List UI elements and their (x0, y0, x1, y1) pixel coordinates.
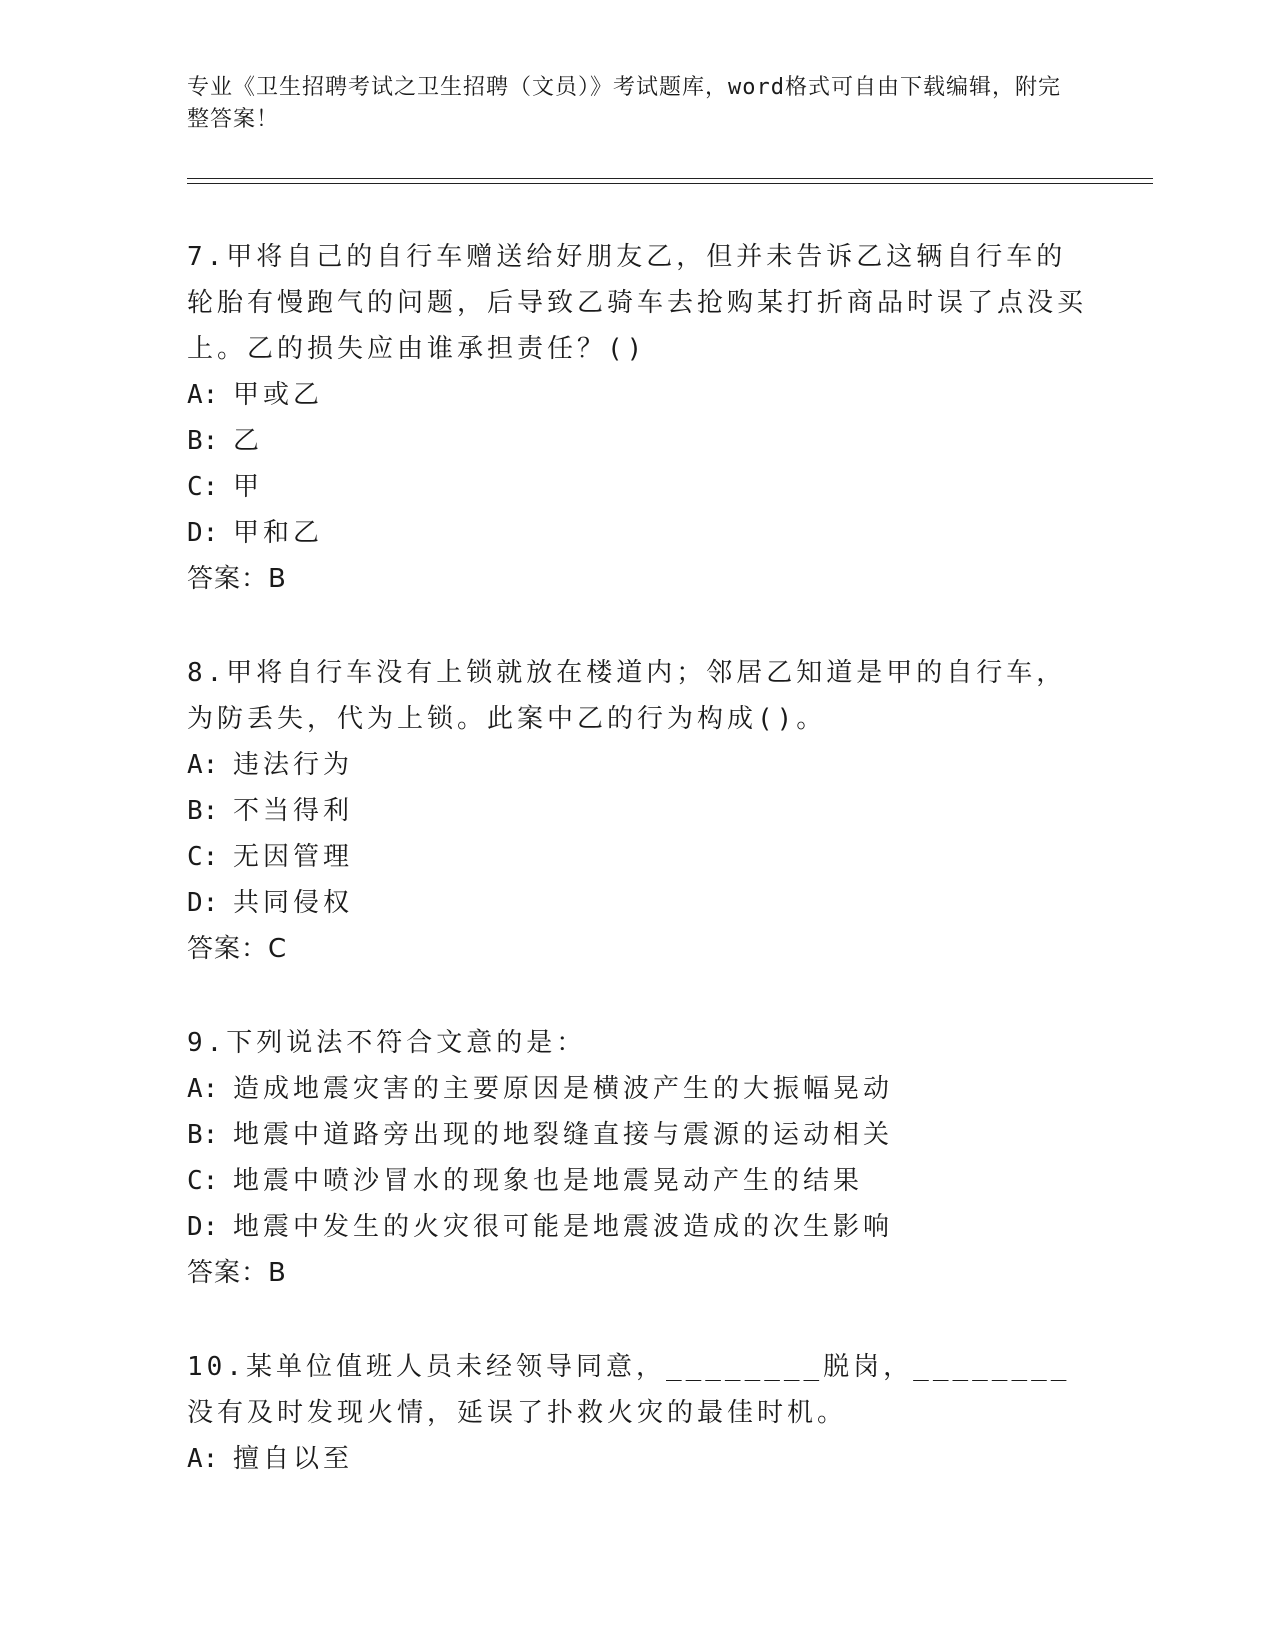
option-d (187, 1204, 1087, 1250)
option-d (187, 880, 1087, 926)
option-c (187, 834, 1087, 880)
option-c (187, 464, 1087, 510)
option-a (187, 1436, 1087, 1482)
option-letter: A: (187, 1444, 219, 1474)
question-stem: 7.甲将自己的自行车赠送给好朋友乙，但并未告诉乙这辆自行车的轮胎有慢跑气的问题，后导致乙骑车去抢购某打折商品时误了点没买上。乙的损失应由谁承担责任？() (187, 242, 1088, 364)
option-text: 甲和乙 (233, 518, 324, 548)
option-letter: D: (187, 518, 219, 548)
option-a (187, 372, 1087, 418)
question-stem: 9.下列说法不符合文意的是： (187, 1028, 587, 1058)
option-d (187, 510, 1087, 556)
option-text: 甲 (233, 472, 264, 502)
header-divider-top (187, 178, 1153, 179)
question-list (187, 234, 1087, 1530)
answer-line: 答案：B (187, 1258, 287, 1288)
option-text: 地震中发生的火灾很可能是地震波造成的次生影响 (233, 1212, 894, 1242)
option-c (187, 1158, 1087, 1204)
option-letter: D: (187, 1212, 219, 1242)
option-text: 无因管理 (233, 842, 354, 872)
option-a (187, 742, 1087, 788)
option-b (187, 418, 1087, 464)
option-letter: D: (187, 888, 219, 918)
option-letter: A: (187, 750, 219, 780)
option-letter: C: (187, 842, 219, 872)
option-b (187, 1112, 1087, 1158)
question-10 (187, 1344, 1087, 1482)
answer-line: 答案：B (187, 564, 287, 594)
option-letter: A: (187, 1074, 219, 1104)
option-text: 甲或乙 (233, 380, 324, 410)
option-letter: C: (187, 472, 219, 502)
question-7 (187, 234, 1087, 602)
question-8 (187, 650, 1087, 972)
option-letter: C: (187, 1166, 219, 1196)
answer-line: 答案：C (187, 934, 288, 964)
option-text: 违法行为 (233, 750, 354, 780)
header-divider-bottom (187, 183, 1153, 184)
option-b (187, 788, 1087, 834)
header-text: 专业《卫生招聘考试之卫生招聘（文员）》考试题库，word格式可自由下载编辑，附完整答案！ (187, 75, 1061, 132)
option-letter: B: (187, 426, 219, 456)
option-letter: B: (187, 1120, 219, 1150)
option-letter: A: (187, 380, 219, 410)
option-text: 地震中道路旁出现的地裂缝直接与震源的运动相关 (233, 1120, 894, 1150)
option-letter: B: (187, 796, 219, 826)
option-text: 地震中喷沙冒水的现象也是地震晃动产生的结果 (233, 1166, 864, 1196)
option-text: 乙 (233, 426, 264, 456)
question-stem: 10.某单位值班人员未经领导同意，________脱岗，________没有及时发现火情，延误了扑救火灾的最佳时机。 (187, 1352, 1071, 1428)
question-9 (187, 1020, 1087, 1296)
option-text: 共同侵权 (233, 888, 354, 918)
question-stem: 8.甲将自行车没有上锁就放在楼道内；邻居乙知道是甲的自行车，为防丢失，代为上锁。此案中乙的行为构成()。 (187, 658, 1067, 734)
option-text: 造成地震灾害的主要原因是横波产生的大振幅晃动 (233, 1074, 894, 1104)
option-text: 不当得利 (233, 796, 354, 826)
option-text: 擅自以至 (233, 1444, 354, 1474)
document-header (187, 72, 1067, 136)
option-a (187, 1066, 1087, 1112)
